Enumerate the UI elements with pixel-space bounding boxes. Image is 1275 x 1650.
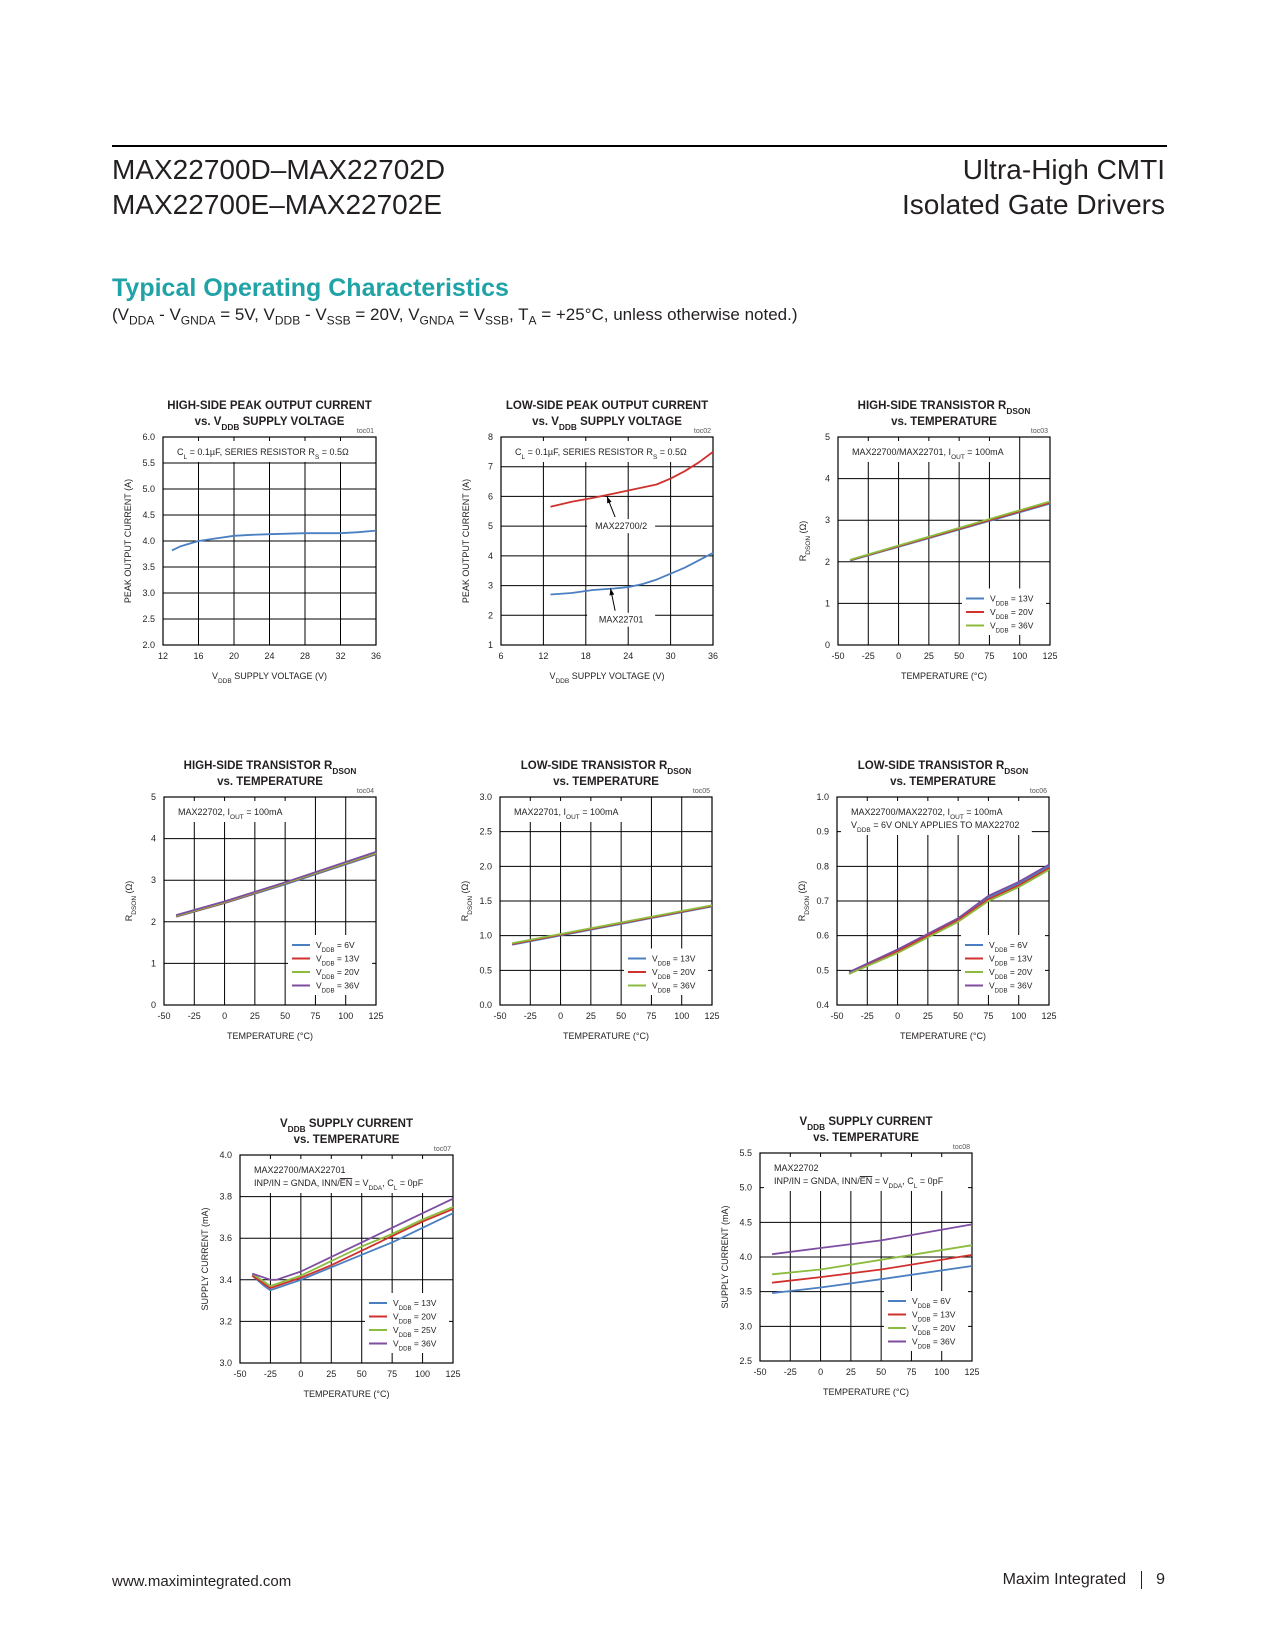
y-tick-label: 5.0 — [739, 1182, 752, 1193]
footer-company: Maxim Integrated — [1002, 1571, 1127, 1589]
y-tick-label: 0.8 — [816, 861, 829, 872]
chart-title-line: HIGH-SIDE PEAK OUTPUT CURRENT — [167, 400, 372, 412]
chart-title-line: LOW-SIDE PEAK OUTPUT CURRENT — [505, 400, 709, 412]
y-axis-label: SUPPLY CURRENT (mA) — [720, 1205, 730, 1309]
x-tick-label: -50 — [233, 1369, 247, 1379]
legend-label: $V_{DDB} = 6V$ — [989, 940, 1028, 954]
legend-label: $V_{DDB} = 36V$ — [990, 620, 1034, 634]
y-tick-label: 2.5 — [739, 1356, 752, 1366]
y-tick-label: 5 — [824, 432, 830, 442]
y-tick-label: 3.2 — [219, 1316, 232, 1327]
x-axis-label: TEMPERATURE (°C) — [901, 671, 987, 681]
chart-toc07 — [150, 1105, 473, 1413]
legend-label: $V_{DDB} = 13V$ — [912, 1309, 956, 1323]
chart-note: $C_L = 0.1\mu F$, SERIES RESISTOR $R_S = 0.5\Omega$ — [515, 447, 687, 461]
x-tick-label: 100 — [415, 1369, 431, 1379]
x-tick-label: 12 — [157, 651, 169, 661]
chart-note: INP/IN = GNDA, $INN/EN = V_{DDA}$, $C_L = 0pF$ — [254, 1178, 424, 1192]
chart-toc03 — [748, 387, 1070, 695]
x-tick-label: 75 — [387, 1369, 398, 1379]
chart-note: $V_{DDB} = 6V$ ONLY APPLIES TO MAX22702 — [851, 820, 1020, 834]
chart-note: MAX22700/MAX22702, $I_{OUT} = 100mA$ — [851, 807, 1003, 821]
legend-label: $V_{DDB} = 13V$ — [393, 1298, 437, 1312]
x-tick-label: 0 — [818, 1367, 824, 1377]
x-tick-label: 0 — [558, 1011, 564, 1021]
y-tick-label: 5.5 — [739, 1148, 752, 1158]
x-tick-label: -50 — [157, 1011, 171, 1021]
x-tick-label: 0 — [222, 1011, 228, 1021]
chart-id-label: toc01 — [356, 428, 374, 435]
x-tick-label: 6 — [498, 651, 504, 661]
chart-title-line: vs. TEMPERATURE — [217, 776, 323, 788]
y-tick-label: 4.5 — [739, 1217, 752, 1228]
chart-title-line: vs. TEMPERATURE — [891, 416, 997, 428]
chart-note: $C_L = 0.1\mu F$, SERIES RESISTOR $R_S = 0.5\Omega$ — [177, 447, 349, 461]
y-tick-label: 5.5 — [142, 458, 155, 468]
y-tick-label: 2.5 — [142, 614, 155, 624]
x-tick-label: 36 — [370, 651, 382, 661]
chart-toc06 — [747, 747, 1069, 1055]
y-tick-label: 0.0 — [479, 1000, 492, 1010]
chart-toc02 — [411, 387, 733, 695]
x-tick-label: 0 — [895, 1011, 901, 1021]
y-tick-label: 0 — [150, 1000, 156, 1010]
x-axis-label: TEMPERATURE (°C) — [227, 1031, 313, 1041]
x-tick-label: 36 — [707, 651, 719, 661]
y-axis-label: $R_{DSON}$ (Ω) — [797, 880, 811, 922]
legend-label: $V_{DDB} = 13V$ — [652, 953, 696, 967]
y-tick-label: 0.7 — [816, 896, 829, 906]
x-tick-label: 125 — [704, 1011, 720, 1021]
chart-id-label: toc02 — [693, 428, 711, 435]
footer-separator — [1141, 1571, 1142, 1589]
y-tick-label: 1 — [487, 640, 493, 650]
chart-id-label: toc04 — [356, 788, 374, 795]
y-tick-label: 0.4 — [816, 1000, 829, 1010]
y-axis-label: SUPPLY CURRENT (mA) — [200, 1207, 210, 1311]
y-tick-label: 1.0 — [479, 930, 492, 941]
legend-label: $V_{DDB} = 36V$ — [989, 980, 1033, 994]
legend-label: $V_{DDB} = 6V$ — [912, 1296, 951, 1310]
x-tick-label: 50 — [280, 1011, 291, 1021]
y-tick-label: 3.6 — [219, 1233, 232, 1244]
chart-title-line: vs. TEMPERATURE — [890, 776, 996, 788]
chart-toc05 — [410, 747, 732, 1055]
series-line — [551, 553, 714, 595]
footer-url[interactable]: www.maximintegrated.com — [112, 1573, 292, 1590]
x-tick-label: 16 — [193, 651, 204, 661]
y-tick-label: 5 — [487, 521, 493, 532]
y-axis-label: $R_{DSON}$ (Ω) — [460, 880, 474, 922]
x-axis-label: $V_{DDB}$ SUPPLY VOLTAGE (V) — [211, 671, 328, 685]
x-axis-label: TEMPERATURE (°C) — [303, 1389, 390, 1399]
y-axis-label: PEAK OUTPUT CURRENT (A) — [461, 478, 471, 604]
x-tick-label: 100 — [1012, 651, 1028, 661]
y-tick-label: 0.9 — [816, 826, 829, 837]
x-tick-label: 12 — [538, 651, 549, 661]
y-tick-label: 3 — [150, 875, 156, 886]
y-tick-label: 3 — [487, 580, 493, 591]
y-tick-label: 2.5 — [479, 826, 492, 837]
y-tick-label: 5.0 — [142, 484, 155, 494]
x-tick-label: 30 — [665, 651, 676, 661]
chart-note: INP/IN = GNDA, $INN/EN = V_{DDA}$, $C_L = 0pF$ — [774, 1176, 944, 1190]
x-tick-label: 50 — [876, 1367, 887, 1377]
chart-toc08 — [670, 1103, 992, 1411]
chart-note: MAX22700/MAX22701, $I_{OUT} = 100mA$ — [852, 447, 1004, 461]
x-tick-label: 100 — [934, 1367, 950, 1377]
chart-title-line: $V_{DDB}$ SUPPLY CURRENT — [799, 1116, 933, 1132]
y-axis-label: PEAK OUTPUT CURRENT (A) — [123, 478, 133, 604]
x-tick-label: -50 — [831, 651, 845, 661]
x-tick-label: 25 — [923, 651, 934, 661]
x-tick-label: -50 — [753, 1367, 767, 1377]
x-tick-label: 75 — [906, 1367, 917, 1377]
y-tick-label: 2.0 — [142, 640, 155, 650]
x-tick-label: 75 — [646, 1011, 657, 1021]
legend-label: $V_{DDB} = 13V$ — [316, 953, 360, 967]
chart-id-label: toc07 — [433, 1146, 451, 1153]
y-tick-label: 5 — [150, 792, 156, 802]
x-tick-label: 75 — [310, 1011, 321, 1021]
y-tick-label: 2 — [150, 916, 156, 927]
chart-title-line: HIGH-SIDE TRANSISTOR $R_{DSON}$ — [183, 760, 357, 776]
chart-id-label: toc05 — [692, 788, 710, 795]
x-tick-label: 25 — [845, 1367, 856, 1377]
x-tick-label: 50 — [356, 1369, 367, 1379]
annotation-label: MAX22700/2 — [595, 521, 648, 532]
y-tick-label: 3 — [824, 515, 830, 526]
x-tick-label: -50 — [830, 1011, 844, 1021]
y-tick-label: 3.5 — [142, 562, 155, 572]
x-tick-label: 50 — [953, 1011, 964, 1021]
x-tick-label: 25 — [585, 1011, 596, 1021]
x-tick-label: -25 — [263, 1369, 277, 1379]
legend-label: $V_{DDB} = 13V$ — [990, 593, 1034, 607]
chart-title-line: vs. TEMPERATURE — [553, 776, 659, 788]
legend-label: $V_{DDB} = 36V$ — [652, 980, 696, 994]
legend-label: $V_{DDB} = 20V$ — [989, 967, 1033, 981]
y-tick-label: 1 — [824, 598, 830, 609]
x-tick-label: -25 — [860, 1011, 874, 1021]
y-tick-label: 4 — [487, 550, 493, 561]
x-tick-label: -25 — [783, 1367, 797, 1377]
y-tick-label: 4.5 — [142, 510, 155, 520]
y-tick-label: 6.0 — [142, 432, 155, 442]
chart-note: MAX22702, $I_{OUT} = 100mA$ — [178, 807, 283, 821]
product-description — [902, 152, 1165, 222]
chart-id-label: toc06 — [1029, 788, 1047, 795]
x-tick-label: 18 — [580, 651, 591, 661]
y-tick-label: 6 — [487, 491, 493, 502]
y-tick-label: 2 — [824, 556, 830, 567]
legend-label: $V_{DDB} = 36V$ — [912, 1336, 956, 1350]
chart-title-line: vs. TEMPERATURE — [813, 1132, 919, 1144]
x-tick-label: 75 — [984, 651, 995, 661]
x-tick-label: 32 — [335, 651, 346, 661]
x-tick-label: 125 — [1042, 651, 1058, 661]
y-tick-label: 3.8 — [219, 1191, 232, 1202]
annotation-label: MAX22701 — [598, 614, 644, 625]
legend-label: $V_{DDB} = 20V$ — [393, 1311, 437, 1325]
y-tick-label: 1 — [150, 958, 156, 969]
x-tick-label: 125 — [1041, 1011, 1057, 1021]
y-tick-label: 4.0 — [739, 1252, 752, 1262]
chart-title-line: LOW-SIDE TRANSISTOR $R_{DSON}$ — [520, 760, 692, 776]
y-tick-label: 3.5 — [739, 1286, 752, 1297]
page-number: 9 — [1156, 1571, 1165, 1589]
x-tick-label: 25 — [326, 1369, 337, 1379]
x-tick-label: 125 — [368, 1011, 384, 1021]
y-tick-label: 0.5 — [479, 965, 492, 976]
x-tick-label: 28 — [299, 651, 311, 661]
x-tick-label: 100 — [674, 1011, 690, 1021]
chart-title-line: vs. $V_{DDB}$ SUPPLY VOLTAGE — [194, 416, 345, 432]
chart-title-line: vs. TEMPERATURE — [293, 1134, 400, 1146]
x-tick-label: -25 — [861, 651, 875, 661]
part-line-2: MAX22700E–MAX22702E — [112, 189, 442, 220]
legend-label: $V_{DDB} = 20V$ — [912, 1323, 956, 1337]
y-tick-label: 8 — [487, 432, 493, 442]
x-tick-label: 20 — [228, 651, 240, 661]
part-line-1: MAX22700D–MAX22702D — [112, 154, 446, 185]
x-tick-label: -25 — [187, 1011, 201, 1021]
y-tick-label: 3.4 — [219, 1274, 232, 1285]
desc-line-2: Isolated Gate Drivers — [902, 189, 1165, 220]
y-tick-label: 3.0 — [219, 1358, 232, 1368]
x-tick-label: 125 — [964, 1367, 980, 1377]
y-tick-label: 2 — [487, 610, 493, 621]
y-tick-label: 7 — [487, 461, 493, 472]
chart-note: MAX22700/MAX22701 — [254, 1165, 346, 1175]
chart-title-line: vs. $V_{DDB}$ SUPPLY VOLTAGE — [532, 416, 682, 432]
y-tick-label: 0.6 — [816, 930, 829, 941]
x-tick-label: 24 — [264, 651, 275, 661]
legend-label: $V_{DDB} = 36V$ — [316, 980, 360, 994]
x-tick-label: -50 — [493, 1011, 507, 1021]
x-tick-label: 75 — [983, 1011, 994, 1021]
header-rule — [112, 145, 1167, 147]
x-tick-label: 24 — [623, 651, 634, 661]
x-tick-label: 25 — [922, 1011, 933, 1021]
y-axis-label: $R_{DSON}$ (Ω) — [124, 880, 138, 922]
y-tick-label: 0.5 — [816, 965, 829, 976]
chart-toc04 — [74, 747, 396, 1055]
section-title: Typical Operating Characteristics — [112, 274, 509, 302]
x-tick-label: 50 — [616, 1011, 627, 1021]
x-tick-label: 0 — [298, 1369, 304, 1379]
part-numbers — [112, 152, 445, 222]
x-axis-label: TEMPERATURE (°C) — [823, 1387, 909, 1397]
chart-title-line: $V_{DDB}$ SUPPLY CURRENT — [279, 1118, 414, 1134]
x-tick-label: 125 — [445, 1369, 461, 1379]
y-axis-label: $R_{DSON}$ (Ω) — [798, 520, 812, 562]
x-tick-label: 25 — [249, 1011, 260, 1021]
x-axis-label: $V_{DDB}$ SUPPLY VOLTAGE (V) — [549, 671, 665, 685]
legend-label: $V_{DDB} = 36V$ — [393, 1338, 437, 1352]
y-tick-label: 0 — [824, 640, 830, 650]
chart-note: MAX22701, $I_{OUT} = 100mA$ — [514, 807, 619, 821]
x-tick-label: 50 — [954, 651, 965, 661]
x-tick-label: 0 — [896, 651, 902, 661]
y-tick-label: 4 — [150, 833, 156, 844]
chart-title-line: HIGH-SIDE TRANSISTOR $R_{DSON}$ — [857, 400, 1031, 416]
legend-label: $V_{DDB} = 6V$ — [316, 940, 355, 954]
chart-toc01 — [73, 387, 396, 695]
x-axis-label: TEMPERATURE (°C) — [563, 1031, 649, 1041]
x-tick-label: -25 — [523, 1011, 537, 1021]
x-axis-label: TEMPERATURE (°C) — [900, 1031, 986, 1041]
chart-title-line: LOW-SIDE TRANSISTOR $R_{DSON}$ — [857, 760, 1029, 776]
chart-id-label: toc03 — [1030, 428, 1048, 435]
y-tick-label: 3.0 — [479, 792, 492, 802]
test-conditions: ($V_{DDA} - V_{GNDA} = 5V$, $V_{DDB} - V_{SSB} = 20V$, $V_{GNDA} = V_{SSB}$, $T_A = +25^\circ C$, unless otherwise noted.) — [112, 305, 798, 328]
legend-label: $V_{DDB} = 25V$ — [393, 1325, 437, 1339]
y-tick-label: 2.0 — [479, 861, 492, 872]
x-tick-label: 100 — [1011, 1011, 1027, 1021]
chart-id-label: toc08 — [952, 1144, 970, 1151]
legend-label: $V_{DDB} = 20V$ — [652, 967, 696, 981]
legend-label: $V_{DDB} = 13V$ — [989, 953, 1033, 967]
y-tick-label: 3.0 — [739, 1321, 752, 1332]
y-tick-label: 4 — [824, 473, 830, 484]
x-tick-label: 100 — [338, 1011, 354, 1021]
desc-line-1: Ultra-High CMTI — [962, 154, 1165, 185]
y-tick-label: 1.0 — [816, 792, 829, 802]
footer-company-page — [1003, 1571, 1165, 1589]
annotation-arrowhead — [607, 496, 612, 503]
y-tick-label: 4.0 — [142, 536, 155, 546]
y-tick-label: 4.0 — [219, 1150, 232, 1160]
chart-note: MAX22702 — [774, 1163, 819, 1173]
legend-label: $V_{DDB} = 20V$ — [990, 607, 1034, 621]
legend-label: $V_{DDB} = 20V$ — [316, 967, 360, 981]
y-tick-label: 3.0 — [142, 588, 155, 598]
y-tick-label: 1.5 — [479, 896, 492, 906]
